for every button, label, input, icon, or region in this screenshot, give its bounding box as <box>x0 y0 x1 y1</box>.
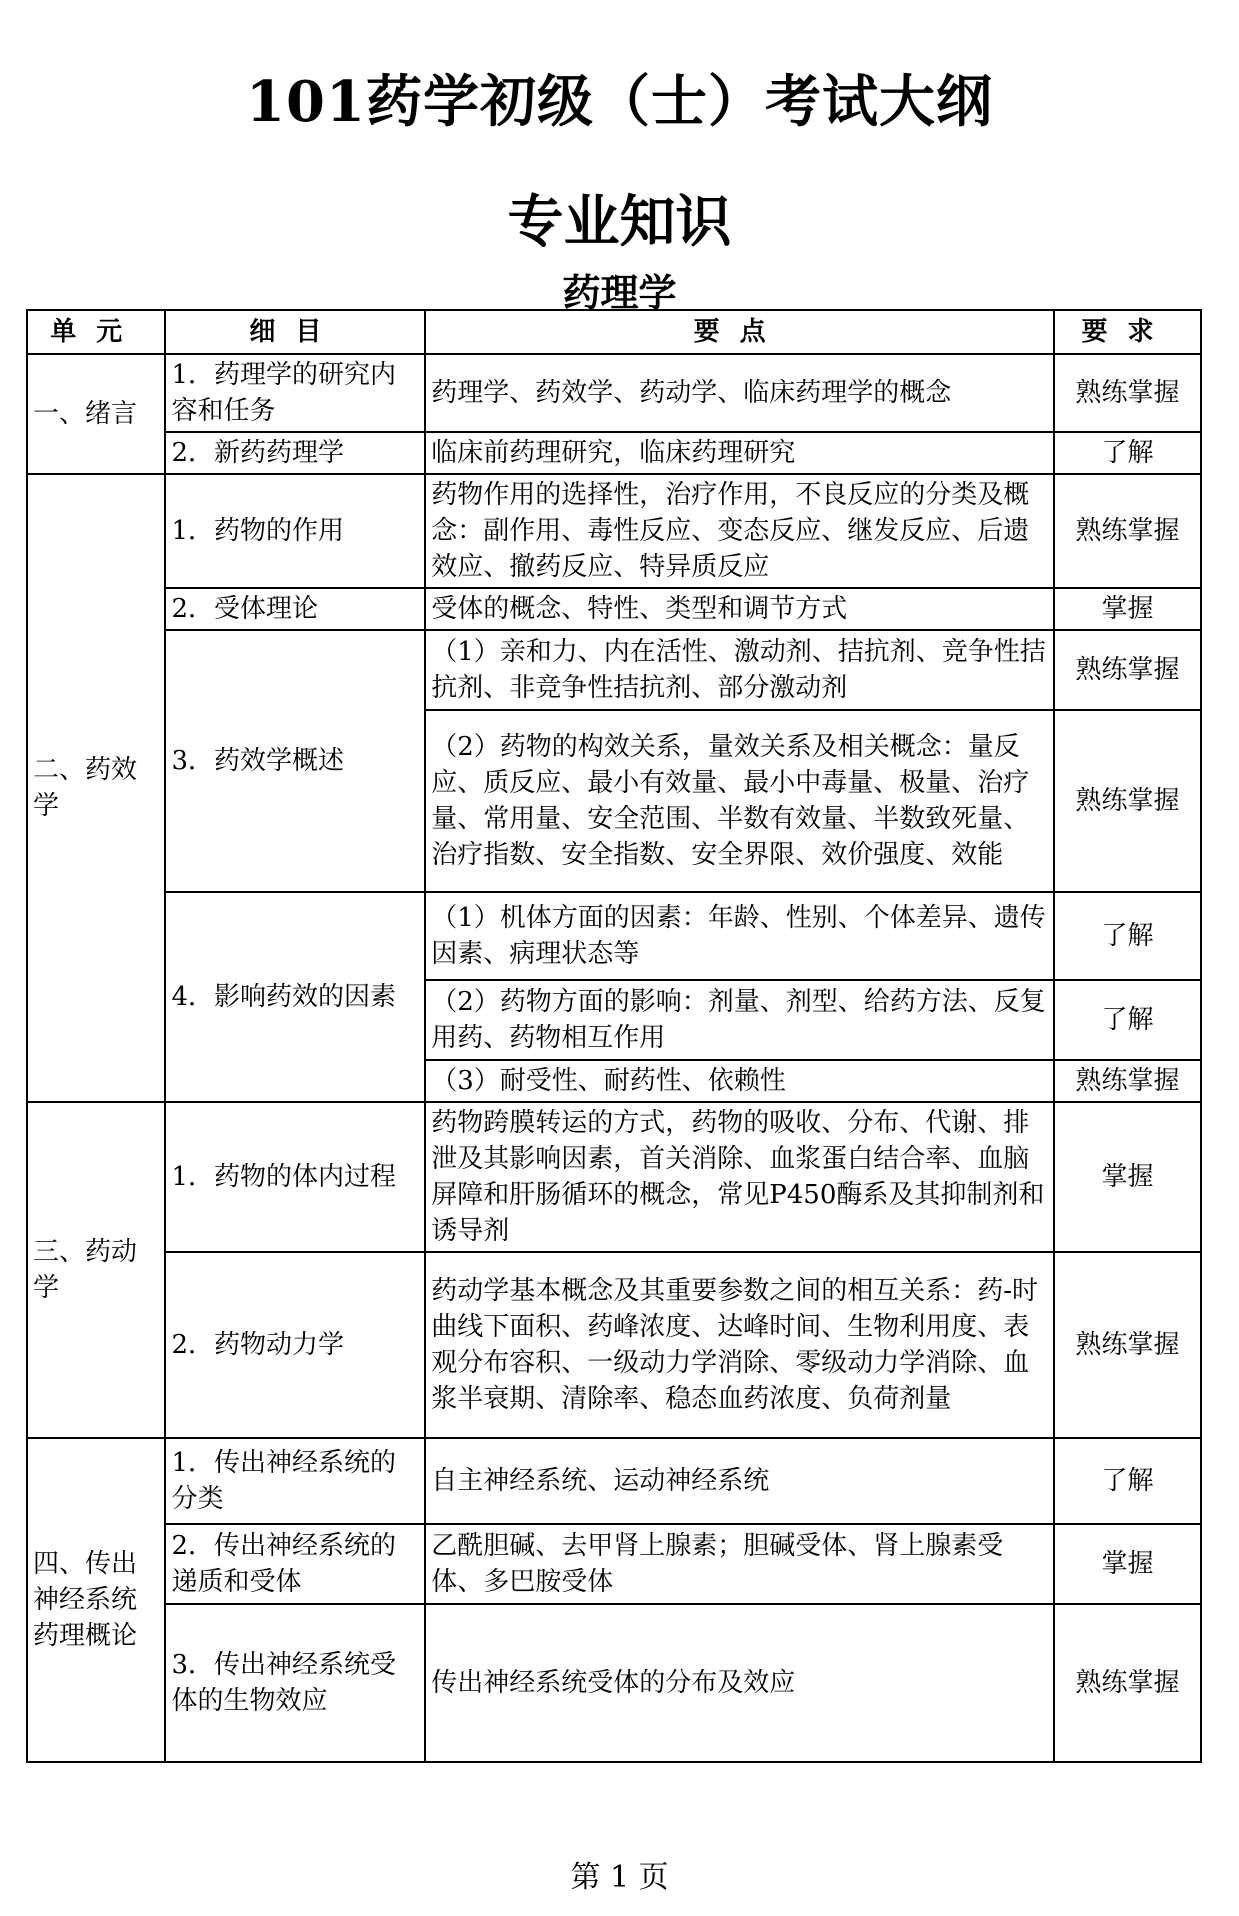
header-requirement: 要求 <box>1054 310 1201 354</box>
requirement-cell: 熟练掌握 <box>1054 630 1201 710</box>
point-cell: 药动学基本概念及其重要参数之间的相互关系：药-时曲线下面积、药峰浓度、达峰时间、生物利用度、表观分布容积、一级动力学消除、零级动力学消除、血浆半衰期、清除率、稳态血药浓度、负荷剂量 <box>425 1252 1054 1438</box>
requirement-cell: 熟练掌握 <box>1054 474 1201 588</box>
point-cell: 受体的概念、特性、类型和调节方式 <box>425 588 1054 630</box>
detail-cell: 1．药理学的研究内容和任务 <box>165 354 425 432</box>
table-row <box>27 892 1201 980</box>
header-point: 要点 <box>425 310 1054 354</box>
unit-cell: 二、药效学 <box>27 474 165 1102</box>
table-row <box>27 1438 1201 1524</box>
table-row <box>27 354 1201 432</box>
requirement-cell: 了解 <box>1054 432 1201 474</box>
detail-cell: 4．影响药效的因素 <box>165 892 425 1102</box>
detail-cell: 1．传出神经系统的分类 <box>165 1438 425 1524</box>
point-cell: 传出神经系统受体的分布及效应 <box>425 1604 1054 1762</box>
page-number: 第 1 页 <box>570 1860 669 1895</box>
detail-cell: 2．新药药理学 <box>165 432 425 474</box>
requirement-cell: 熟练掌握 <box>1054 354 1201 432</box>
table-row <box>27 1524 1201 1604</box>
header-detail: 细目 <box>165 310 425 354</box>
unit-cell: 三、药动学 <box>27 1102 165 1438</box>
table-row <box>27 1604 1201 1762</box>
unit-cell: 四、传出神经系统药理概论 <box>27 1438 165 1762</box>
requirement-cell: 掌握 <box>1054 1524 1201 1604</box>
unit-cell: 一、绪言 <box>27 354 165 474</box>
point-cell: （3）耐受性、耐药性、依赖性 <box>425 1060 1054 1102</box>
detail-cell: 1．药物的作用 <box>165 474 425 588</box>
requirement-cell: 掌握 <box>1054 588 1201 630</box>
section-title: 药理学 <box>562 270 677 315</box>
point-cell: （1）机体方面的因素：年龄、性别、个体差异、遗传因素、病理状态等 <box>425 892 1054 980</box>
point-cell: 临床前药理研究，临床药理研究 <box>425 432 1054 474</box>
detail-cell: 2．传出神经系统的递质和受体 <box>165 1524 425 1604</box>
point-cell: 乙酰胆碱、去甲肾上腺素；胆碱受体、肾上腺素受体、多巴胺受体 <box>425 1524 1054 1604</box>
point-cell: （1）亲和力、内在活性、激动剂、拮抗剂、竞争性拮抗剂、非竞争性拮抗剂、部分激动剂 <box>425 630 1054 710</box>
point-cell: （2）药物的构效关系，量效关系及相关概念：量反应、质反应、最小有效量、最小中毒量、极量、治疗量、常用量、安全范围、半数有效量、半数致死量、治疗指数、安全指数、安全界限、效价强度、效能 <box>425 710 1054 892</box>
requirement-cell: 熟练掌握 <box>1054 1604 1201 1762</box>
point-cell: 自主神经系统、运动神经系统 <box>425 1438 1054 1524</box>
requirement-cell: 熟练掌握 <box>1054 710 1201 892</box>
detail-cell: 3．传出神经系统受体的生物效应 <box>165 1604 425 1762</box>
point-cell: 药理学、药效学、药动学、临床药理学的概念 <box>425 354 1054 432</box>
requirement-cell: 熟练掌握 <box>1054 1252 1201 1438</box>
header-unit: 单元 <box>27 310 165 354</box>
requirement-cell: 了解 <box>1054 1438 1201 1524</box>
detail-cell: 2．药物动力学 <box>165 1252 425 1438</box>
table-row <box>27 432 1201 474</box>
table-header-row <box>27 310 1201 354</box>
document-title: 101药学初级（士）考试大纲 <box>246 69 993 135</box>
table-row <box>27 1102 1201 1252</box>
syllabus-table <box>26 309 1202 1763</box>
detail-cell: 3．药效学概述 <box>165 630 425 892</box>
requirement-cell: 了解 <box>1054 892 1201 980</box>
detail-cell: 1．药物的体内过程 <box>165 1102 425 1252</box>
table-row <box>27 588 1201 630</box>
point-cell: 药物作用的选择性，治疗作用，不良反应的分类及概念：副作用、毒性反应、变态反应、继发反应、后遗效应、撤药反应、特异质反应 <box>425 474 1054 588</box>
table-row <box>27 474 1201 588</box>
requirement-cell: 了解 <box>1054 980 1201 1060</box>
table-row <box>27 1252 1201 1438</box>
table-row <box>27 630 1201 710</box>
document-subtitle: 专业知识 <box>507 189 732 255</box>
detail-cell: 2．受体理论 <box>165 588 425 630</box>
point-cell: （2）药物方面的影响：剂量、剂型、给药方法、反复用药、药物相互作用 <box>425 980 1054 1060</box>
requirement-cell: 熟练掌握 <box>1054 1060 1201 1102</box>
requirement-cell: 掌握 <box>1054 1102 1201 1252</box>
point-cell: 药物跨膜转运的方式，药物的吸收、分布、代谢、排泄及其影响因素，首关消除、血浆蛋白结合率、血脑屏障和肝肠循环的概念，常见P450酶系及其抑制剂和诱导剂 <box>425 1102 1054 1252</box>
